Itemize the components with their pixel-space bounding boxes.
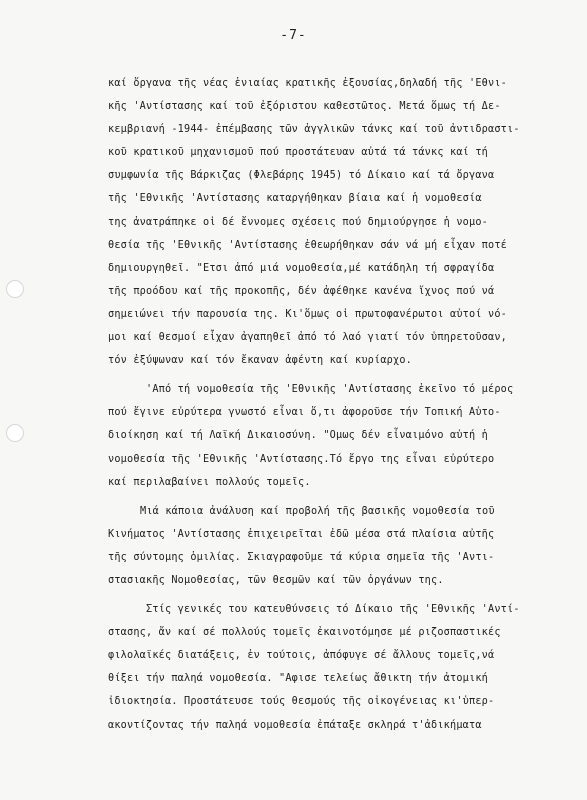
- text-line: συμφωνία τῆς Βάρκιζας (Φλεβάρης 1945) τό Δίκαιο καί τά ὄργανα: [108, 170, 495, 182]
- text-line: νομοθεσία τῆς 'Εθνικῆς 'Αντίστασης.Τό ἔργο της εἶναι εὐρύτερο: [108, 453, 495, 465]
- punch-hole: [6, 424, 24, 442]
- text-line: Μιά κάποια ἀνάλυση καί προβολή τῆς βασικῆς νομοθεσία τοῦ: [140, 505, 495, 517]
- text-line: τῆς 'Εθνικῆς 'Αντίστασης καταργήθηκαν βίαια καί ἡ νομοθεσία: [108, 193, 482, 205]
- text-line: τῆς προόδου καί τῆς προκοπῆς, δέν ἀφέθηκε κανένα ἴχνος πού νά: [108, 285, 495, 297]
- paragraph-4: [108, 598, 578, 737]
- text-line: στασιακῆς Νομοθεσίας, τῶν θεσμῶν καί τῶν ὀργάνων της.: [108, 574, 444, 586]
- text-line: δημιουργηθεῖ. "Ετσι ἀπό μιά νομοθεσία,μέ κατάδηλη τή σφραγίδα: [108, 262, 495, 274]
- text-line: σημειώνει τήν παρουσία της. Κι'ὅμως οἱ πρωτοφανέρωτοι αὐτοί νό-: [108, 308, 508, 320]
- text-line: μοι καί θεσμοί εἶχαν ἀγαπηθεῖ ἀπό τό λαό γιατί τόν ὑπηρετοῦσαν,: [108, 332, 508, 344]
- text-line: κεμβριανή -1944- ἐπέμβασης τῶν ἀγγλικῶν τάνκς καί τοῦ ἀντιδραστι-: [108, 124, 520, 136]
- page-number: -7-: [280, 28, 307, 43]
- text-line: ακοντίζοντας τήν παληά νομοθεσία ἐπάταξε σκληρά τ'ἀδικήματα: [108, 719, 482, 731]
- text-line: καί ὄργανα τῆς νέας ἑνιαίας κρατικῆς ἐξουσίας,δηλαδή τῆς 'Εθνι-: [108, 78, 508, 89]
- text-line: διοίκηση καί τή Λαϊκή Δικαιοσύνη. "Ομως δέν εἶναιμόνο αὐτή ἡ: [108, 430, 489, 442]
- text-line: της ἀνατράπηκε οἱ δέ ἔννομες σχέσεις πού δημιούργησε ἡ νομο-: [108, 216, 489, 228]
- text-line: στασης, ἄν καί σέ πολλούς τομεῖς ἐκαινοτόμησε μέ ριζοσπαστικές: [108, 627, 501, 639]
- paragraph-1: [108, 72, 578, 372]
- text-line: τῆς σύντομης ὁμιλίας. Σκιαγραφοῦμε τά κύρια σημεῖα τῆς 'Αντι-: [108, 551, 495, 563]
- body-text: [108, 72, 578, 737]
- text-line: Στίς γενικές του κατευθύνσεις τό Δίκαιο τῆς 'Εθνικῆς 'Αντί-: [146, 604, 520, 616]
- text-line: τόν ἐξύψωναν καί τόν ἔκαναν ἀφέντη καί κυρίαρχο.: [108, 355, 413, 367]
- text-line: θίξει τήν παληά νομοθεσία. "Αφισε τελείως ἄθικτη τήν ἀτομική: [108, 673, 489, 685]
- text-line: φιλολαϊκές διατάξεις, ἐν τούτοις, ἀπόφυγε σέ ἄλλους τομεῖς,νά: [108, 650, 495, 662]
- text-line: κῆς 'Αντίστασης καί τοῦ ἐξόριστου καθεστῶτος. Μετά ὅμως τή Δε-: [108, 101, 501, 113]
- text-line: ἰδιοκτησία. Προστάτευσε τούς θεσμούς τῆς οἰκογένειας κι'ὑπερ-: [108, 696, 495, 708]
- text-line: κοῦ κρατικοῦ μηχανισμοῦ πού προστάτευαν αὐτά τά τάνκς καί τή: [108, 147, 489, 159]
- paragraph-3: [108, 500, 578, 592]
- text-line: 'Από τή νομοθεσία τῆς 'Εθνικῆς 'Αντίστασης ἐκεῖνο τό μέρος: [146, 384, 514, 396]
- text-line: Κινήματος 'Αντίστασης ἐπιχειρεῖται ἐδῶ μέσα στά πλαίσια αὐτῆς: [108, 528, 495, 540]
- paragraph-2: [108, 378, 578, 493]
- text-line: καί περιλαβαίνει πολλούς τομεῖς.: [108, 476, 311, 488]
- text-line: θεσία τῆς 'Εθνικῆς 'Αντίστασης ἐθεωρήθηκαν σάν νά μή εἶχαν ποτέ: [108, 239, 508, 251]
- punch-hole: [6, 280, 24, 298]
- text-line: πού ἔγινε εὐρύτερα γνωστό εἶναι ὅ,τι ἀφοροῦσε τήν Τοπική Αὐτο-: [108, 407, 501, 419]
